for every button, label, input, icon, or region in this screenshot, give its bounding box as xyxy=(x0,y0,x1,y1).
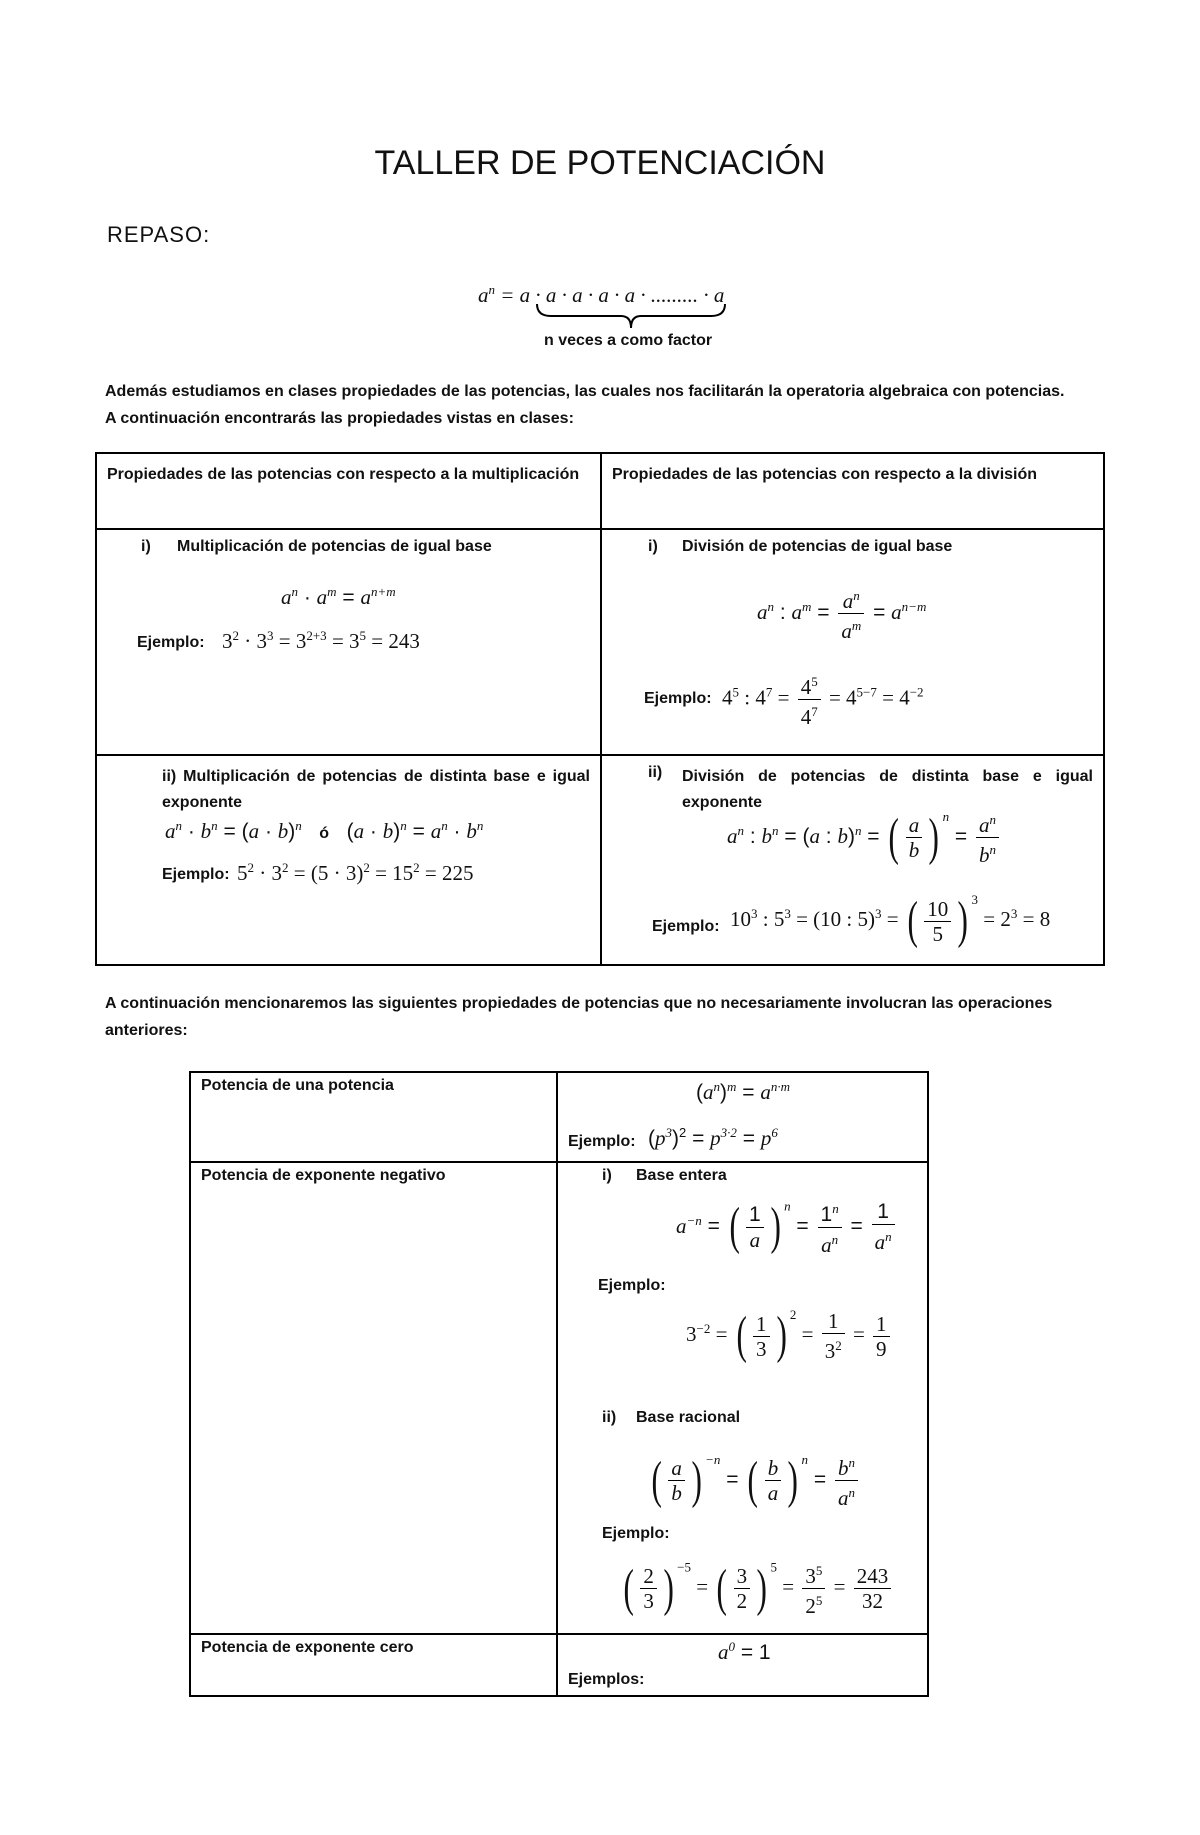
example-mult-diff-base: $5^2 \cdot 3^2 = (5 \cdot 3)^2 = 15^2 = 225$ xyxy=(237,860,474,885)
marker: ii) xyxy=(602,1409,617,1426)
heading: Base entera xyxy=(636,1167,727,1184)
marker: ii) xyxy=(648,764,663,781)
or-word: ó xyxy=(319,825,330,842)
row-negative-exp-label xyxy=(190,1162,557,1634)
example-negative-int: $3^{-2}$ = ( $\frac{1}{3}$ ) $^2$ = $\frac{1}{3^2}$ = $\frac{1}{9}$ xyxy=(686,1307,893,1363)
row-zero-exp-content xyxy=(557,1634,928,1696)
row-zero-exp-label xyxy=(190,1634,557,1696)
formula-div-same-base: $a^n$ : $a^m$ = $\frac{a^n}{a^m}$ = $a^{n-m}$ xyxy=(757,588,927,643)
cell-mult-same-base xyxy=(96,529,601,755)
example-label: Ejemplo: xyxy=(568,1133,636,1150)
marker: i) xyxy=(648,538,658,555)
def-rhs: = a · a · a · a · a · ......... · a xyxy=(500,283,725,307)
row-power-of-power-content xyxy=(557,1072,928,1162)
formula-zero-exp: $a^0 = 1$ xyxy=(718,1639,771,1664)
formula-negative-rational: ( $\frac{a}{b}$ ) $^{-n}$ = ( $\frac{b}{a}$ ) $^n$ = $\frac{b^n}{a^n}$ xyxy=(648,1451,861,1510)
cell-div-same-base xyxy=(601,529,1104,755)
brace-label: n veces a como factor xyxy=(544,332,713,349)
heading: División de potencias de distinta base e igual exponente xyxy=(682,768,1093,811)
intro-line-1: Además estudiamos en clases propiedades de las potencias, las cuales nos facilitarán la operatoria algebraica con potencias. xyxy=(105,383,1065,400)
marker: i) xyxy=(602,1167,612,1184)
heading: Base racional xyxy=(636,1409,741,1426)
page-title: TALLER DE POTENCIACIÓN xyxy=(374,144,826,182)
example-label: Ejemplo: xyxy=(644,690,712,707)
label: Potencia de exponente cero xyxy=(201,1639,414,1656)
example-negative-rational: ( $\frac{2}{3}$ ) $^{-5}$ = ( $\frac{3}{2}$ ) $^5$ = $\frac{3^5}{2^5}$ = $\frac{243}{32}$ xyxy=(620,1559,894,1618)
section-label: REPASO: xyxy=(107,222,211,247)
example-div-diff-base: $10^3$ : $5^3 = (10$ : 5)$^3$ = ( $\frac{10}{5}$ ) $^3 = 2^3 = 8$ xyxy=(730,892,1051,950)
cell-mult-diff-base xyxy=(96,755,601,965)
other-properties-table xyxy=(189,1071,929,1697)
example-label: Ejemplo: xyxy=(602,1525,670,1542)
marker: i) xyxy=(141,538,151,555)
formula-mult-diff-base: $a^n \cdot b^n = (a \cdot b)^n$ ó $(a \cdot b)^n = a^n \cdot b^n$ xyxy=(165,818,484,843)
formula-power-of-power: $(a^n)^m = a^{n\cdot m}$ xyxy=(696,1079,790,1104)
example-power-of-power: $(p^3)^2 = p^{3\cdot 2} = p^6$ xyxy=(648,1125,778,1150)
properties-table xyxy=(95,452,1105,966)
header-division: Propiedades de las potencias con respecto a la división xyxy=(601,453,1104,529)
underbrace xyxy=(535,302,727,332)
heading: División de potencias de igual base xyxy=(682,538,953,555)
formula-mult-same-base: $a^n \cdot a^m = a^{n+m}$ xyxy=(281,584,396,609)
label: Potencia de exponente negativo xyxy=(201,1167,446,1184)
heading: ii) Multiplicación de potencias de distinta base e igual exponente xyxy=(162,768,590,811)
example-label: Ejemplo: xyxy=(598,1277,666,1294)
example-label: Ejemplo: xyxy=(652,918,720,935)
formula-negative-int: $a^{-n}$ = ( $\frac{1}{a}$ ) $^n$ = $\frac{1^n}{a^n}$ = $\frac{1}{a^n}$ xyxy=(676,1197,898,1257)
intro-paragraph xyxy=(105,378,1105,432)
row-negative-exp-content xyxy=(557,1162,928,1634)
label: Potencia de una potencia xyxy=(201,1077,394,1094)
def-exp: n xyxy=(488,282,495,297)
example-label: Ejemplo: xyxy=(162,866,230,883)
formula-div-diff-base: $a^n$ : $b^n = (a$ : b)$^n$ = ( $\frac{a}{b}$ ) $^n$ = $\frac{a^n}{b^n}$ xyxy=(727,808,1002,867)
intro-line-2: A continuación encontrarás las propiedades vistas en clases: xyxy=(105,410,574,427)
intro-2-paragraph: A continuación mencionaremos las siguientes propiedades de potencias que no necesariamente involucran las operaciones anteriores: xyxy=(105,995,1053,1039)
header-multiplication: Propiedades de las potencias con respecto a la multiplicación xyxy=(96,453,601,529)
example-mult-same-base: $3^2 \cdot 3^3 = 3^{2+3} = 3^5 = 243$ xyxy=(222,628,420,653)
heading: Multiplicación de potencias de igual base xyxy=(177,538,492,555)
example-div-same-base: $4^5$ : $4^7$ = $\frac{4^5}{4^7}$ = $4^{5-7} = 4^{-2}$ xyxy=(722,674,924,729)
example-label: Ejemplo: xyxy=(137,634,205,651)
examples-label: Ejemplos: xyxy=(568,1671,645,1688)
def-base: a xyxy=(478,283,489,307)
row-power-of-power-label xyxy=(190,1072,557,1162)
cell-div-diff-base xyxy=(601,755,1104,965)
